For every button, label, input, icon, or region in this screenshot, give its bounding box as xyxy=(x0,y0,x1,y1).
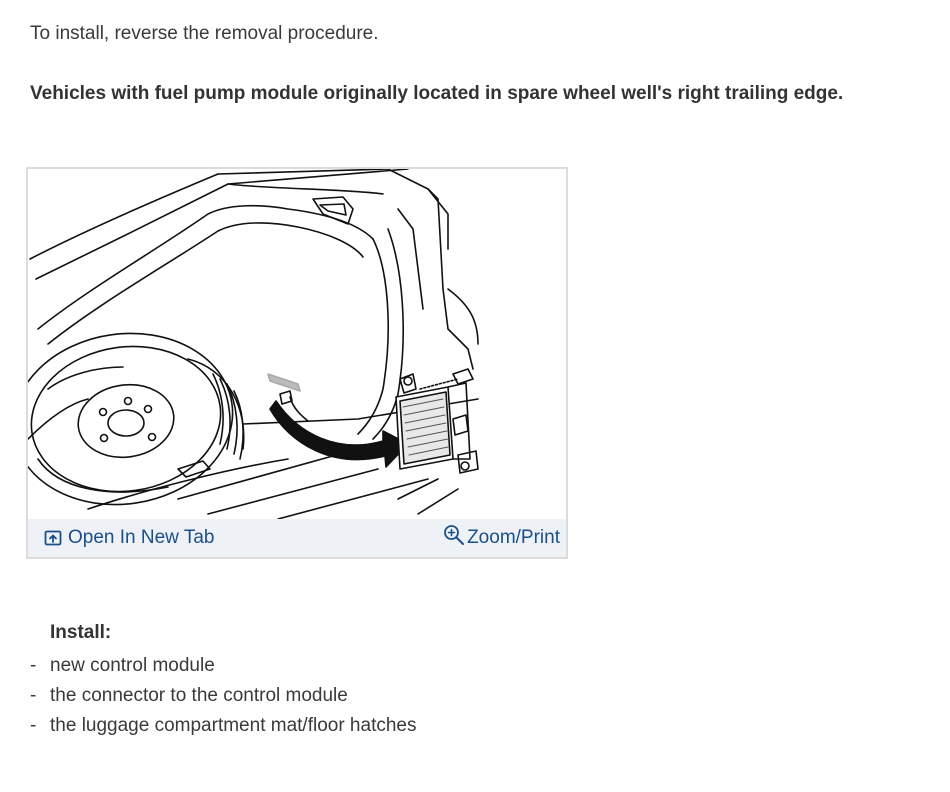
luggage-compartment-illustration[interactable] xyxy=(28,169,566,519)
list-item xyxy=(30,681,416,711)
list-dash: - xyxy=(30,655,37,676)
zoom-print-link[interactable] xyxy=(443,519,560,557)
list-item xyxy=(30,651,416,681)
list-dash: - xyxy=(30,685,37,706)
install-title: Install: xyxy=(50,622,112,643)
install-item-text: new control module xyxy=(50,655,215,676)
figure-container xyxy=(26,167,568,559)
figure-action-bar xyxy=(28,519,566,557)
open-in-new-tab-link[interactable] xyxy=(44,519,214,557)
list-item xyxy=(30,711,416,741)
install-item-text: the luggage compartment mat/floor hatches xyxy=(50,715,417,736)
list-dash: - xyxy=(30,715,37,736)
install-item-text: the connector to the control module xyxy=(50,685,348,706)
zoom-print-label: Zoom/Print xyxy=(467,527,560,548)
zoom-magnifier-icon xyxy=(443,524,465,546)
section-heading: Vehicles with fuel pump module originally located in spare wheel well's right trailing edge. xyxy=(30,83,844,104)
open-in-new-tab-label: Open In New Tab xyxy=(68,527,215,548)
open-in-new-tab-icon xyxy=(44,530,62,546)
intro-text: To install, reverse the removal procedure. xyxy=(30,23,379,44)
install-list xyxy=(30,651,416,741)
